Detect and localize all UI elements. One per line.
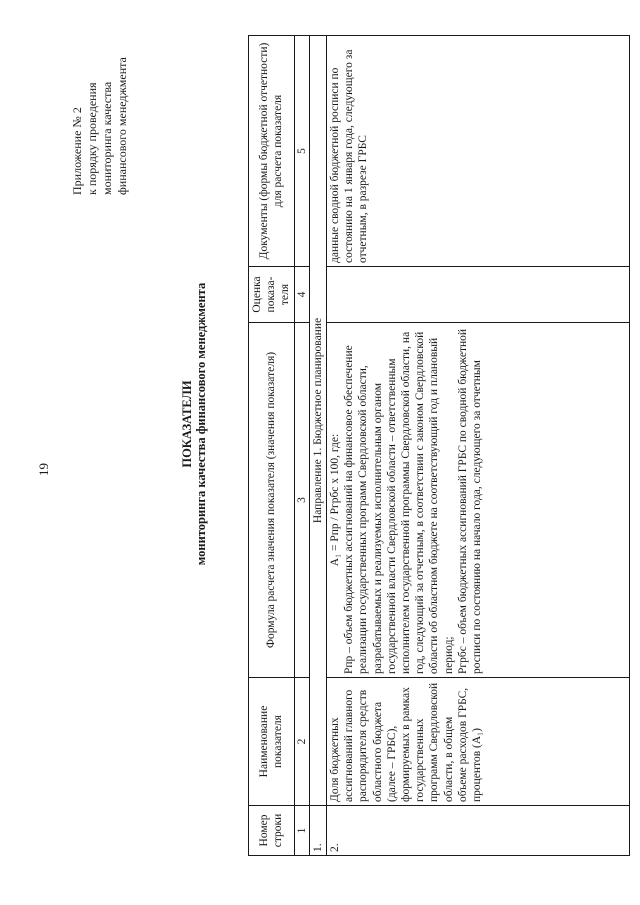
column-number: 2 <box>294 678 309 806</box>
formula-cell <box>327 323 630 678</box>
header-documents: Документы (формы бюджетной отчетности) для расчета показателя <box>249 36 295 267</box>
documents-cell: данные сводной бюджетной росписи по состоянию на 1 января года, следующего за отчетным, в разрезе ГРБС <box>327 36 630 267</box>
direction-title: Направление 1. Бюджетное планирование <box>309 36 326 806</box>
indicator-name: Доля бюджетных ассигнований главного распорядителя средств областного бюджета (далее – ГРБС), формируемых в рамках государственных программ Свердловской области, в общем объеме расходов ГРБС, процентов (A₁) <box>327 678 630 806</box>
title-heading: ПОКАЗАТЕЛИ <box>180 380 194 468</box>
appendix-note <box>70 0 130 195</box>
score-cell <box>327 267 630 323</box>
document-title <box>180 264 208 584</box>
header-formula: Формула расчета значения показателя (значения показателя) <box>249 323 295 678</box>
header-indicator-name: Наименование показателя <box>249 678 295 806</box>
formula-description: Pпр – объем бюджетных ассигнований на финансовое обеспечение реализации государственных программ Свердловской области, разрабатываемых и реализуемых исполнительным органом государственной власти Свердловской области – ответственным исполнителем государственной программы Свердловской области, на год, следующий за отчетным, в соответствии с законом Свердловской области об областном бюджете на соответствующий год и плановый период; <box>343 331 455 674</box>
row-number: 2. <box>327 806 630 856</box>
appendix-line: к порядку проведения <box>85 82 99 195</box>
appendix-line: Приложение № 2 <box>70 107 84 195</box>
appendix-line: финансового менеджмента <box>115 57 129 195</box>
header-row-number: Номер строки <box>249 806 295 856</box>
direction-row <box>309 36 326 856</box>
formula-description-2: Pгрбс – объем бюджетных ассигнований ГРБС по сводной бюджетной росписи по состоянию на начало года, следующего за отчетным <box>456 328 484 674</box>
formula-main: A₁ = Pпр / Pгрбс x 100, где: <box>329 433 342 567</box>
column-number: 1 <box>294 806 309 856</box>
title-subheading: мониторинга качества финансового менеджмента <box>194 282 208 566</box>
header-score: Оценка показа-теля <box>249 267 295 323</box>
table-row <box>327 36 630 856</box>
direction-number: 1. <box>309 806 326 856</box>
column-number: 5 <box>294 36 309 267</box>
column-numbers-row <box>294 36 309 856</box>
indicators-table <box>248 36 600 856</box>
header-row <box>249 36 295 856</box>
column-number: 3 <box>294 323 309 678</box>
column-number: 4 <box>294 267 309 323</box>
appendix-line: мониторинга качества <box>100 81 114 195</box>
page-number: 19 <box>36 463 51 476</box>
